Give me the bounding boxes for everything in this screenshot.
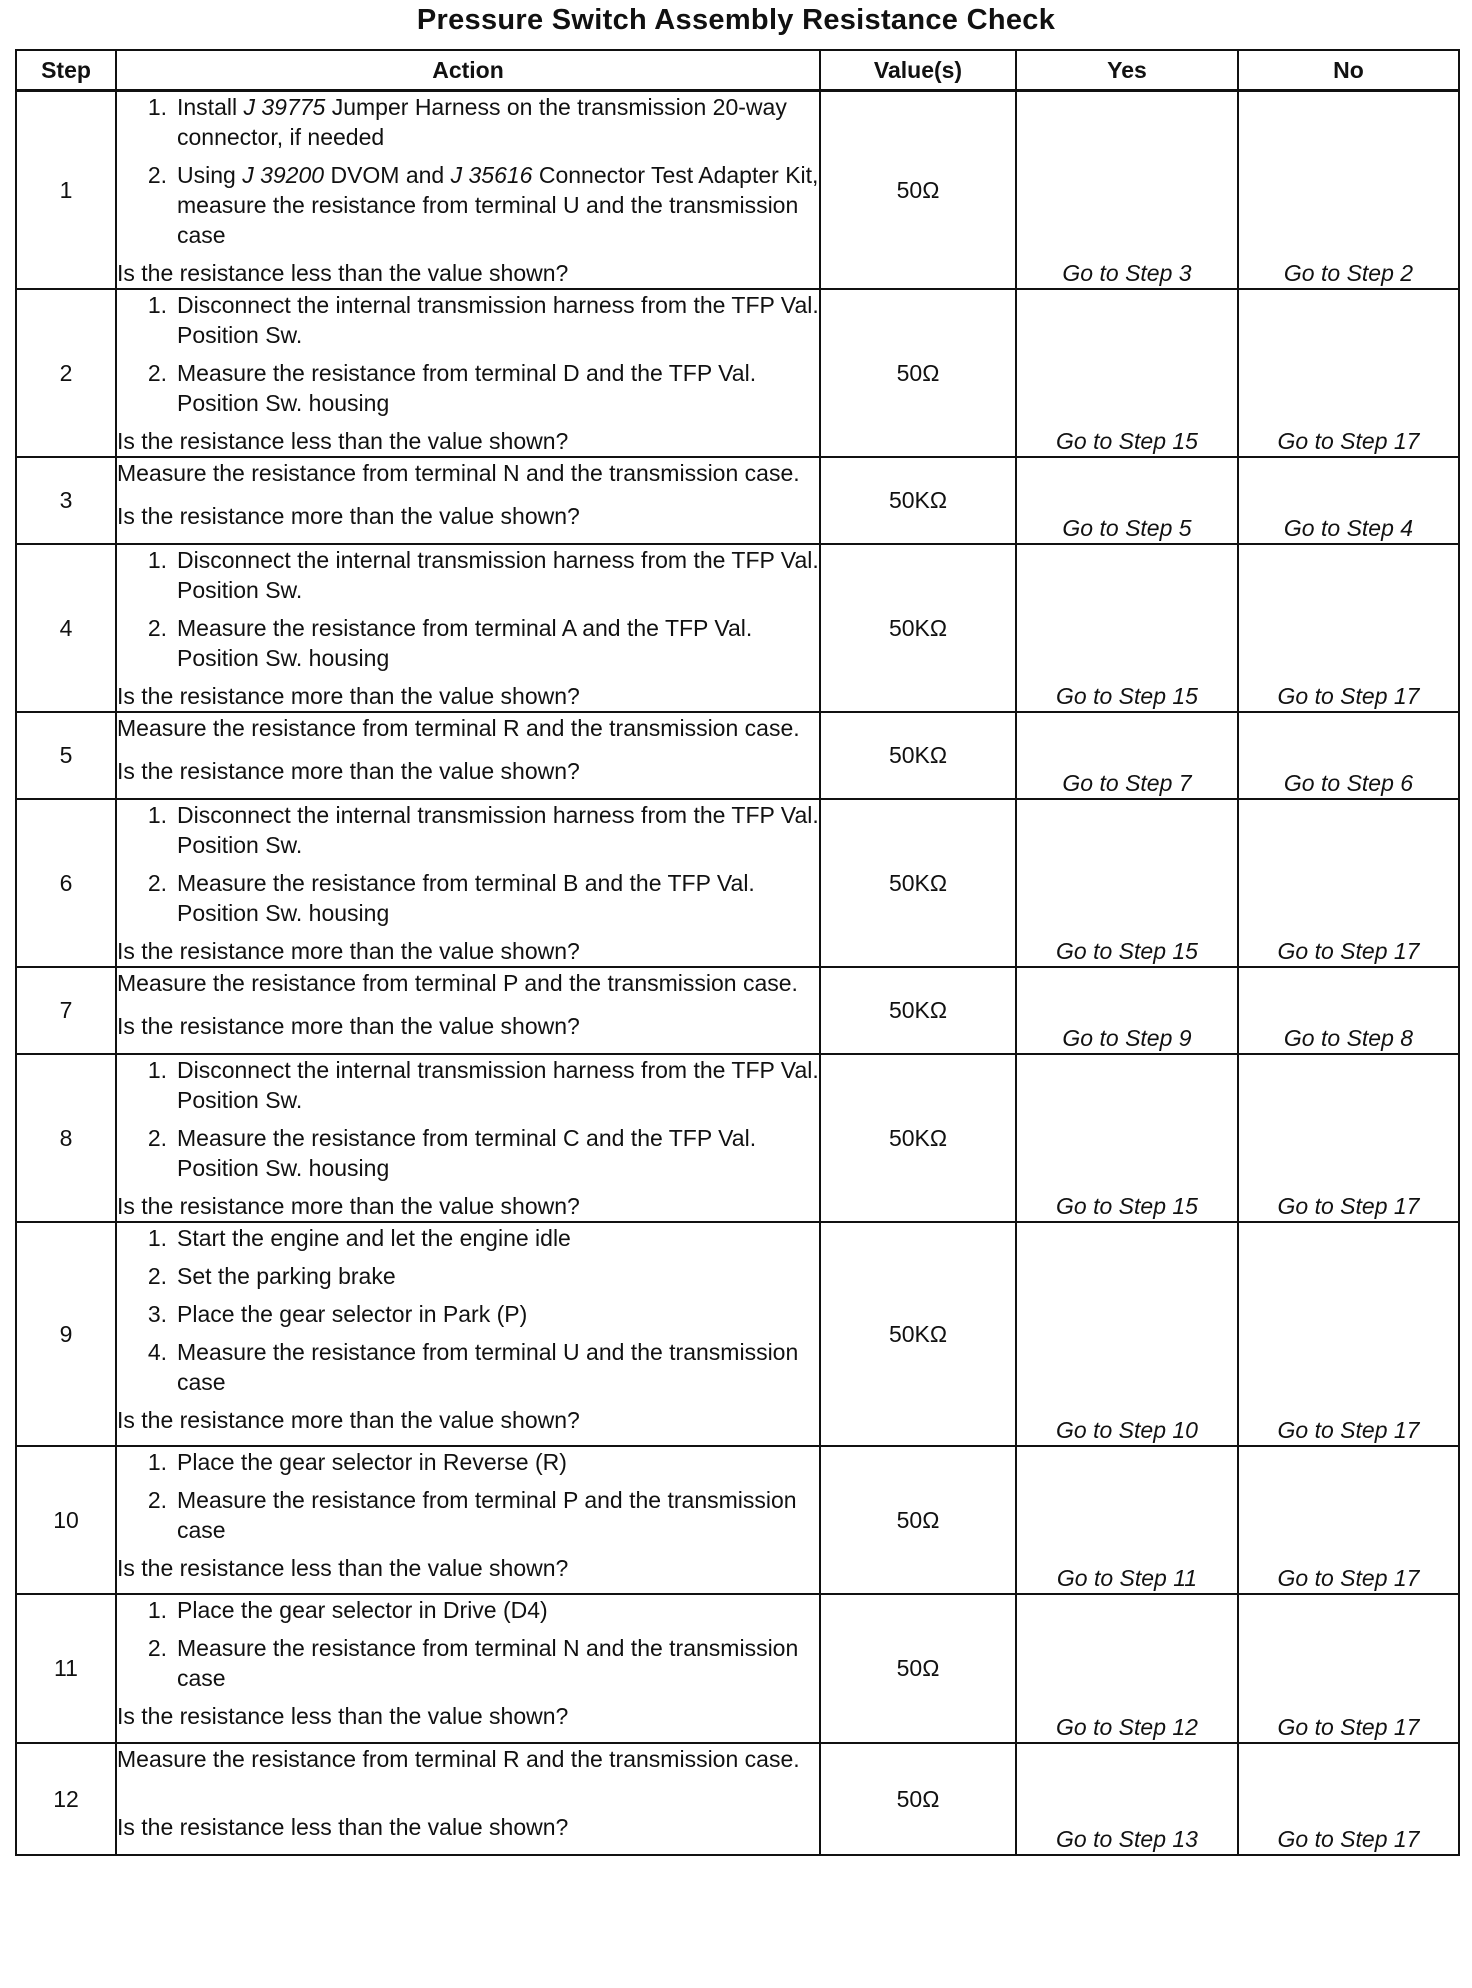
instruction-segment: Place the gear selector in Reverse (R) <box>177 1449 567 1475</box>
instruction-segment: DVOM and <box>324 162 451 188</box>
step-number: 7 <box>16 967 116 1054</box>
action-cell <box>116 712 820 799</box>
value-cell: 50KΩ <box>820 1222 1016 1446</box>
no-goto: Go to Step 2 <box>1238 91 1459 290</box>
instruction-segment: Measure the resistance from terminal B and the TFP Val. Position Sw. housing <box>177 870 755 926</box>
action-cell <box>116 1743 820 1855</box>
instruction-item <box>117 1261 819 1291</box>
instruction-item <box>117 1123 819 1183</box>
value-cell: 50KΩ <box>820 799 1016 967</box>
instruction-text <box>177 1337 819 1397</box>
instruction-text <box>177 613 819 673</box>
header-row <box>16 50 1459 91</box>
instruction-text <box>177 1123 819 1183</box>
tool-reference: J 39775 <box>243 94 326 120</box>
instruction-number: 2. <box>147 1125 167 1151</box>
instruction-segment: Connector Test Adapter Kit, measure the resistance from terminal U and the transmission case <box>177 162 819 248</box>
instruction-number: 1. <box>147 94 167 120</box>
instruction-item <box>117 800 819 860</box>
check-question: Is the resistance more than the value shown? <box>117 1193 580 1219</box>
action-instructions <box>117 800 819 936</box>
instruction-item <box>117 1055 819 1115</box>
check-question: Is the resistance less than the value shown? <box>117 428 569 454</box>
table-row <box>16 289 1459 457</box>
no-goto: Go to Step 17 <box>1238 289 1459 457</box>
action-content <box>117 545 819 711</box>
action-instructions <box>117 290 819 426</box>
action-instructions <box>117 1744 819 1782</box>
step-number: 4 <box>16 544 116 712</box>
action-content <box>117 713 819 786</box>
yes-goto: Go to Step 15 <box>1016 544 1238 712</box>
instruction-list <box>117 545 819 673</box>
instruction-item <box>117 613 819 673</box>
yes-goto: Go to Step 15 <box>1016 289 1238 457</box>
tool-reference: J 35616 <box>450 162 533 188</box>
instruction-number: 1. <box>147 1449 167 1475</box>
no-goto: Go to Step 17 <box>1238 1743 1459 1855</box>
yes-goto: Go to Step 7 <box>1016 712 1238 799</box>
check-question: Is the resistance less than the value shown? <box>117 1814 569 1840</box>
no-goto: Go to Step 17 <box>1238 1222 1459 1446</box>
instruction-text: Measure the resistance from terminal R and the transmission case. <box>117 1746 800 1772</box>
yes-goto: Go to Step 12 <box>1016 1594 1238 1743</box>
table-row <box>16 1446 1459 1594</box>
instruction-number: 3. <box>147 1301 167 1327</box>
step-number: 2 <box>16 289 116 457</box>
action-instructions <box>117 545 819 681</box>
instruction-number: 2. <box>147 1487 167 1513</box>
action-cell <box>116 1594 820 1743</box>
yes-goto: Go to Step 11 <box>1016 1446 1238 1594</box>
value-cell: 50KΩ <box>820 457 1016 544</box>
instruction-text: Measure the resistance from terminal P and the transmission case. <box>117 970 798 996</box>
instruction-text <box>177 868 819 928</box>
header-step: Step <box>16 50 116 91</box>
action-instructions <box>117 458 819 496</box>
action-cell <box>116 1054 820 1222</box>
instruction-list <box>117 290 819 418</box>
instruction-item <box>117 290 819 350</box>
instruction-text <box>177 1633 819 1693</box>
action-instructions <box>117 713 819 751</box>
step-number: 1 <box>16 91 116 290</box>
check-question: Is the resistance more than the value shown? <box>117 683 580 709</box>
action-cell <box>116 289 820 457</box>
instruction-segment: Disconnect the internal transmission harness from the TFP Val. Position Sw. <box>177 292 819 348</box>
instruction-text <box>177 1447 819 1477</box>
check-question: Is the resistance less than the value shown? <box>117 260 569 286</box>
no-goto: Go to Step 8 <box>1238 967 1459 1054</box>
instruction-list <box>117 1595 819 1693</box>
value-cell: 50Ω <box>820 289 1016 457</box>
action-cell <box>116 91 820 290</box>
step-number: 5 <box>16 712 116 799</box>
table-row <box>16 1054 1459 1222</box>
instruction-item <box>117 92 819 152</box>
table-row <box>16 457 1459 544</box>
action-content <box>117 800 819 966</box>
step-number: 11 <box>16 1594 116 1743</box>
action-content <box>117 290 819 456</box>
instruction-text <box>177 160 819 250</box>
instruction-number: 2. <box>147 615 167 641</box>
action-cell <box>116 1446 820 1594</box>
instruction-number: 2. <box>147 360 167 386</box>
action-cell <box>116 799 820 967</box>
yes-goto: Go to Step 10 <box>1016 1222 1238 1446</box>
table-row <box>16 712 1459 799</box>
action-instructions <box>117 968 819 1006</box>
instruction-text <box>177 1261 819 1291</box>
step-number: 9 <box>16 1222 116 1446</box>
step-number: 10 <box>16 1446 116 1594</box>
instruction-text <box>177 358 819 418</box>
value-cell: 50KΩ <box>820 544 1016 712</box>
action-content <box>117 458 819 531</box>
header-yes: Yes <box>1016 50 1238 91</box>
no-goto: Go to Step 17 <box>1238 1054 1459 1222</box>
instruction-list <box>117 1223 819 1397</box>
instruction-number: 1. <box>147 1597 167 1623</box>
instruction-text: Measure the resistance from terminal N and the transmission case. <box>117 460 800 486</box>
instruction-item <box>117 358 819 418</box>
instruction-text <box>177 290 819 350</box>
instruction-segment: Place the gear selector in Drive (D4) <box>177 1597 548 1623</box>
yes-goto: Go to Step 13 <box>1016 1743 1238 1855</box>
instruction-segment: Place the gear selector in Park (P) <box>177 1301 528 1327</box>
instruction-segment: Start the engine and let the engine idle <box>177 1225 571 1251</box>
instruction-number: 4. <box>147 1339 167 1365</box>
table-row <box>16 1743 1459 1855</box>
step-number: 12 <box>16 1743 116 1855</box>
instruction-text <box>177 1595 819 1625</box>
instruction-text <box>177 1055 819 1115</box>
instruction-segment: Disconnect the internal transmission harness from the TFP Val. Position Sw. <box>177 547 819 603</box>
check-question: Is the resistance more than the value shown? <box>117 758 580 784</box>
check-question: Is the resistance more than the value shown? <box>117 503 580 529</box>
yes-goto: Go to Step 9 <box>1016 967 1238 1054</box>
instruction-segment: Disconnect the internal transmission harness from the TFP Val. Position Sw. <box>177 802 819 858</box>
value-cell: 50Ω <box>820 1594 1016 1743</box>
value-cell: 50Ω <box>820 1743 1016 1855</box>
header-no: No <box>1238 50 1459 91</box>
tool-reference: J 39200 <box>242 162 325 188</box>
action-instructions <box>117 1055 819 1191</box>
step-number: 8 <box>16 1054 116 1222</box>
action-content <box>117 968 819 1041</box>
action-instructions <box>117 1447 819 1553</box>
value-cell: 50Ω <box>820 91 1016 290</box>
instruction-item <box>117 1595 819 1625</box>
table-row <box>16 1594 1459 1743</box>
instruction-text <box>177 1299 819 1329</box>
action-content <box>117 1055 819 1221</box>
table-row <box>16 967 1459 1054</box>
table-row <box>16 544 1459 712</box>
instruction-text <box>177 92 819 152</box>
instruction-number: 2. <box>147 1263 167 1289</box>
instruction-number: 1. <box>147 1225 167 1251</box>
action-content <box>117 1744 819 1842</box>
action-cell <box>116 457 820 544</box>
no-goto: Go to Step 17 <box>1238 544 1459 712</box>
action-cell <box>116 967 820 1054</box>
instruction-item <box>117 1447 819 1477</box>
instruction-list <box>117 92 819 250</box>
check-question: Is the resistance less than the value shown? <box>117 1555 569 1581</box>
resistance-check-table <box>15 49 1460 1856</box>
table-row <box>16 91 1459 290</box>
instruction-item <box>117 868 819 928</box>
instruction-item <box>117 1337 819 1397</box>
action-cell <box>116 1222 820 1446</box>
header-values: Value(s) <box>820 50 1016 91</box>
instruction-list <box>117 1447 819 1545</box>
instruction-number: 1. <box>147 1057 167 1083</box>
value-cell: 50Ω <box>820 1446 1016 1594</box>
instruction-segment: Using <box>177 162 243 188</box>
instruction-item <box>117 545 819 605</box>
value-cell: 50KΩ <box>820 1054 1016 1222</box>
instruction-list <box>117 800 819 928</box>
instruction-segment: Measure the resistance from terminal A and the TFP Val. Position Sw. housing <box>177 615 753 671</box>
instruction-text <box>177 545 819 605</box>
table-body <box>16 91 1459 1856</box>
action-instructions <box>117 1595 819 1701</box>
instruction-item <box>117 160 819 250</box>
instruction-text <box>177 1485 819 1545</box>
instruction-number: 1. <box>147 802 167 828</box>
check-question: Is the resistance less than the value shown? <box>117 1703 569 1729</box>
yes-goto: Go to Step 5 <box>1016 457 1238 544</box>
no-goto: Go to Step 17 <box>1238 799 1459 967</box>
instruction-segment: Install <box>177 94 244 120</box>
action-cell <box>116 544 820 712</box>
table-row <box>16 799 1459 967</box>
check-question: Is the resistance more than the value shown? <box>117 1407 580 1433</box>
header-action: Action <box>116 50 820 91</box>
no-goto: Go to Step 6 <box>1238 712 1459 799</box>
instruction-segment: Jumper Harness on the transmission 20-way connector, if needed <box>177 94 787 150</box>
table-row <box>16 1222 1459 1446</box>
action-content <box>117 1595 819 1731</box>
no-goto: Go to Step 4 <box>1238 457 1459 544</box>
instruction-segment: Set the parking brake <box>177 1263 396 1289</box>
action-instructions <box>117 92 819 258</box>
instruction-number: 2. <box>147 870 167 896</box>
instruction-item <box>117 1633 819 1693</box>
check-question: Is the resistance more than the value shown? <box>117 938 580 964</box>
page-title: Pressure Switch Assembly Resistance Check <box>416 4 1056 36</box>
instruction-number: 1. <box>147 547 167 573</box>
instruction-segment: Measure the resistance from terminal D and the TFP Val. Position Sw. housing <box>177 360 757 416</box>
instruction-segment: Measure the resistance from terminal U and the transmission case <box>177 1339 799 1395</box>
instruction-number: 1. <box>147 292 167 318</box>
yes-goto: Go to Step 15 <box>1016 1054 1238 1222</box>
no-goto: Go to Step 17 <box>1238 1446 1459 1594</box>
value-cell: 50KΩ <box>820 967 1016 1054</box>
instruction-text <box>177 1223 819 1253</box>
step-number: 3 <box>16 457 116 544</box>
no-goto: Go to Step 17 <box>1238 1594 1459 1743</box>
instruction-number: 2. <box>147 1635 167 1661</box>
instruction-item <box>117 1485 819 1545</box>
step-number: 6 <box>16 799 116 967</box>
check-question: Is the resistance more than the value shown? <box>117 1013 580 1039</box>
action-content <box>117 1223 819 1435</box>
value-cell: 50KΩ <box>820 712 1016 799</box>
instruction-segment: Measure the resistance from terminal C and the TFP Val. Position Sw. housing <box>177 1125 757 1181</box>
yes-goto: Go to Step 3 <box>1016 91 1238 290</box>
action-content <box>117 1447 819 1583</box>
instruction-text <box>177 800 819 860</box>
instruction-number: 2. <box>147 162 167 188</box>
instruction-segment: Measure the resistance from terminal N and the transmission case <box>177 1635 799 1691</box>
yes-goto: Go to Step 15 <box>1016 799 1238 967</box>
action-content <box>117 92 819 288</box>
action-instructions <box>117 1223 819 1405</box>
instruction-segment: Disconnect the internal transmission harness from the TFP Val. Position Sw. <box>177 1057 819 1113</box>
instruction-item <box>117 1299 819 1329</box>
instruction-segment: Measure the resistance from terminal P and the transmission case <box>177 1487 797 1543</box>
instruction-text: Measure the resistance from terminal R and the transmission case. <box>117 715 800 741</box>
instruction-item <box>117 1223 819 1253</box>
instruction-list <box>117 1055 819 1183</box>
